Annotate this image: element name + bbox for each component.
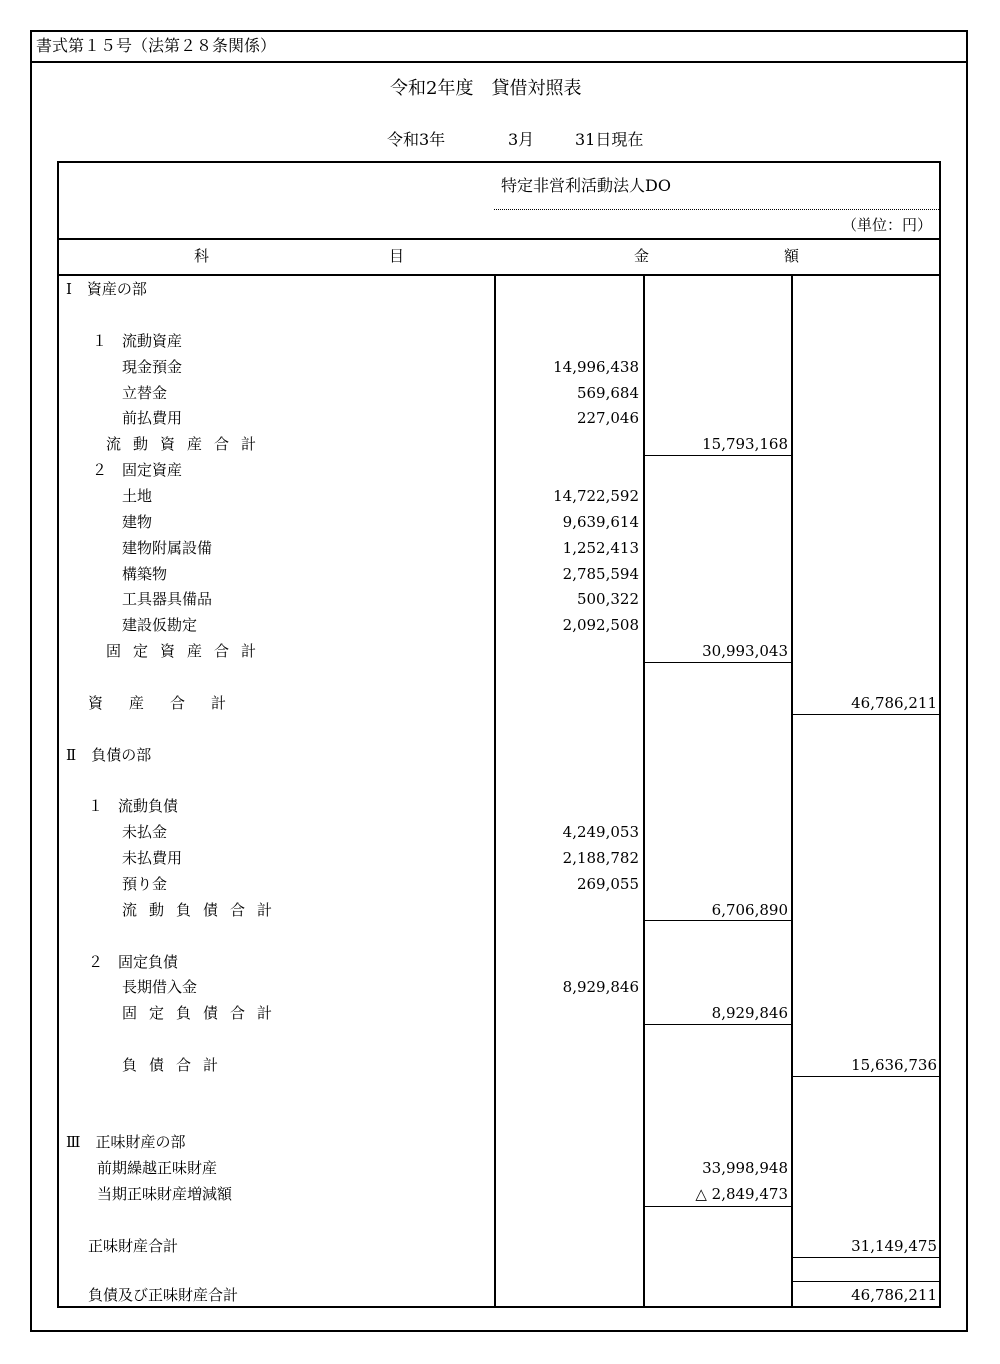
net-change-label: 当期正味財産増減額 <box>97 1185 233 1203</box>
date-era: 令和3年 <box>387 130 446 149</box>
org-underline <box>494 209 939 210</box>
prior-net-assets-label: 前期繰越正味財産 <box>97 1159 218 1177</box>
column-divider-2 <box>643 274 645 1308</box>
accrued-expenses-label: 未払費用 <box>122 849 183 867</box>
long-term-loans-value: 8,929,846 <box>562 978 639 996</box>
subtotal-rule <box>644 455 792 456</box>
assets-total-label: 資産合計 <box>88 694 253 712</box>
total-rule <box>792 1257 940 1258</box>
prepaid-value: 227,046 <box>576 409 639 427</box>
subtotal-rule <box>644 1206 792 1207</box>
fixed-assets-heading: ２ 固定資産 <box>92 461 183 479</box>
total-rule <box>792 1281 940 1282</box>
net-change-value: △ 2,849,473 <box>695 1185 788 1203</box>
accounts-payable-label: 未払金 <box>122 823 168 841</box>
fixed-liabilities-total-label: 固定負債合計 <box>122 1004 285 1022</box>
accrued-expenses-value: 2,188,782 <box>562 849 639 867</box>
column-divider-3 <box>791 274 793 1308</box>
date-month: 3月 <box>508 130 535 149</box>
liabilities-total-value: 15,636,736 <box>851 1056 937 1074</box>
current-assets-total-label: 流動資産合計 <box>106 435 269 453</box>
net-assets-total-value: 31,149,475 <box>851 1237 937 1255</box>
table-top-border <box>57 161 941 163</box>
grand-total-value: 46,786,211 <box>851 1286 937 1304</box>
subtotal-rule <box>644 920 792 921</box>
total-rule <box>792 714 940 715</box>
assets-section-heading: Ⅰ 資産の部 <box>66 280 147 298</box>
tools-label: 工具器具備品 <box>122 590 213 608</box>
table-left-border <box>57 161 59 1308</box>
net-assets-section-heading: Ⅲ 正味財産の部 <box>66 1133 186 1151</box>
date-day: 31日現在 <box>575 130 644 149</box>
construction-label: 建設仮勘定 <box>122 616 198 634</box>
cash-label: 現金預金 <box>122 358 183 376</box>
structures-value: 2,785,594 <box>562 565 639 583</box>
page-title: 令和2年度 貸借対照表 <box>390 78 582 99</box>
buildings-label: 建物 <box>122 513 153 531</box>
accounts-payable-value: 4,249,053 <box>562 823 639 841</box>
fixed-assets-total-label: 固定資産合計 <box>106 642 269 660</box>
current-liabilities-total-label: 流動負債合計 <box>122 901 285 919</box>
table-right-border <box>939 161 941 1308</box>
net-assets-total-label: 正味財産合計 <box>88 1237 179 1255</box>
table-bottom-border <box>57 1306 941 1308</box>
advances-label: 立替金 <box>122 384 168 402</box>
current-liabilities-heading: １ 流動負債 <box>88 797 179 815</box>
building-equipment-value: 1,252,413 <box>562 539 639 557</box>
liabilities-section-heading: Ⅱ 負債の部 <box>66 746 152 764</box>
current-liabilities-total-value: 6,706,890 <box>711 901 788 919</box>
subtotal-rule <box>644 662 792 663</box>
assets-total-value: 46,786,211 <box>851 694 937 712</box>
current-assets-heading: １ 流動資産 <box>92 332 183 350</box>
unit-label: （単位：円） <box>842 216 933 234</box>
structures-label: 構築物 <box>122 565 168 583</box>
header-bottom-border <box>57 274 941 276</box>
form-label-divider <box>30 61 968 63</box>
deposits-value: 269,055 <box>576 875 639 893</box>
total-rule <box>792 1076 940 1077</box>
fixed-liabilities-total-value: 8,929,846 <box>711 1004 788 1022</box>
liabilities-total-label: 負債合計 <box>122 1056 231 1074</box>
prepaid-label: 前払費用 <box>122 409 183 427</box>
form-label: 書式第１５号（法第２８条関係） <box>36 36 277 55</box>
building-equipment-label: 建物附属設備 <box>122 539 213 557</box>
fixed-liabilities-heading: ２ 固定負債 <box>88 953 179 971</box>
header-top-border <box>57 238 941 240</box>
buildings-value: 9,639,614 <box>562 513 639 531</box>
fixed-assets-total-value: 30,993,043 <box>702 642 788 660</box>
subtotal-rule <box>644 1024 792 1025</box>
advances-value: 569,684 <box>576 384 639 402</box>
header-subject: 科 目 <box>194 247 405 265</box>
grand-total-label: 負債及び正味財産合計 <box>88 1286 239 1304</box>
cash-value: 14,996,438 <box>553 358 639 376</box>
prior-net-assets-value: 33,998,948 <box>702 1159 788 1177</box>
header-amount: 金 額 <box>634 247 800 265</box>
organization-name: 特定非営利活動法人DO <box>501 176 671 195</box>
deposits-label: 預り金 <box>122 875 168 893</box>
current-assets-total-value: 15,793,168 <box>702 435 788 453</box>
land-value: 14,722,592 <box>553 487 639 505</box>
tools-value: 500,322 <box>576 590 639 608</box>
column-divider-1 <box>494 274 496 1308</box>
long-term-loans-label: 長期借入金 <box>122 978 198 996</box>
land-label: 土地 <box>122 487 153 505</box>
construction-value: 2,092,508 <box>562 616 639 634</box>
